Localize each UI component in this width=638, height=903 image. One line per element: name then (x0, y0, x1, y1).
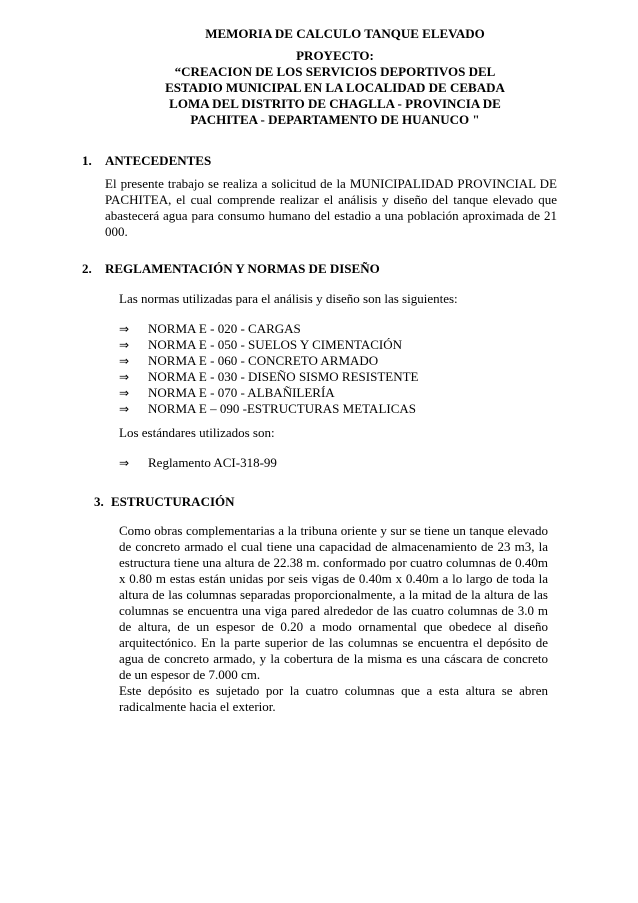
standards-list (119, 455, 277, 471)
standards-intro: Los estándares utilizados son: (119, 425, 275, 440)
project-line: LOMA DEL DISTRITO DE CHAGLLA - PROVINCIA DE (169, 96, 501, 111)
project-block (150, 48, 520, 128)
arrow-icon: ⇒ (119, 386, 130, 400)
document-title: MEMORIA DE CALCULO TANQUE ELEVADO (205, 26, 485, 41)
arrow-icon: ⇒ (119, 322, 130, 336)
section-1-heading (82, 153, 211, 169)
paragraph: El presente trabajo se realiza a solicitud de la MUNICIPALIDAD PROVINCIAL DE PACHITEA, el cual comprende realizar el análisis y diseño del tanque elevado que abastecerá agua para consumo humano del estadio a una población aproximada de 21 000. (105, 176, 557, 239)
list-item: ⇒ NORMA E - 050 - SUELOS Y CIMENTACIÓN (119, 337, 403, 352)
list-item: ⇒ NORMA E - 030 - DISEÑO SISMO RESISTENTE (119, 369, 419, 384)
arrow-icon: ⇒ (119, 354, 130, 368)
list-item: ⇒ NORMA E – 090 -ESTRUCTURAS METALICAS (119, 401, 417, 416)
section-number: 2. (82, 261, 92, 276)
arrow-icon: ⇒ (119, 402, 130, 416)
list-item: ⇒ Reglamento ACI-318-99 (119, 455, 277, 470)
paragraph: Este depósito es sujetado por la cuatro columnas que a esta altura se abren radicalmente hacia el exterior. (119, 683, 548, 714)
section-number: 1. (82, 153, 92, 168)
project-line: ESTADIO MUNICIPAL EN LA LOCALIDAD DE CEBADA (165, 80, 505, 95)
section-3-body (119, 523, 548, 715)
section-title: ANTECEDENTES (105, 153, 212, 168)
norms-intro: Las normas utilizadas para el análisis y diseño son las siguientes: (119, 291, 458, 306)
list-item: ⇒ NORMA E - 060 - CONCRETO ARMADO (119, 353, 379, 368)
section-2-heading (82, 261, 380, 277)
arrow-icon: ⇒ (119, 338, 130, 352)
project-label: PROYECTO: (296, 48, 374, 63)
arrow-icon: ⇒ (119, 456, 130, 470)
section-3-heading (94, 494, 235, 510)
section-1-body (105, 176, 557, 240)
section-title: REGLAMENTACIÓN Y NORMAS DE DISEÑO (105, 261, 380, 276)
project-line: PACHITEA - DEPARTAMENTO DE HUANUCO " (190, 112, 480, 127)
paragraph: Como obras complementarias a la tribuna oriente y sur se tiene un tanque elevado de concreto armado el cual tiene una capacidad de almacenamiento de 23 m3, la estructura tiene una altura de 22.38 m. conformado por cuatro columnas de 0.40m x 0.80 m estas están unidas por seis vigas de 0.40m x 0.40m a lo largo de toda la altura de las columnas separadas proporcionalmente, a la mitad de la altura de las columnas se encuentra una viga pared alrededor de las cuatro columnas de 3.0 m de altura, de un espesor de 0.20 a modo ornamental que obedece al diseño arquitectónico. En la parte superior de las columnas se encuentra el depósito de agua de concreto armado, y la cobertura de la misma es una cáscara de concreto de un espesor de 7.000 cm. (119, 523, 548, 682)
section-number: 3. (94, 494, 104, 509)
list-item: ⇒ NORMA E - 020 - CARGAS (119, 321, 301, 336)
list-item: ⇒ NORMA E - 070 - ALBAÑILERÍA (119, 385, 335, 400)
norms-list (119, 321, 418, 417)
arrow-icon: ⇒ (119, 370, 130, 384)
section-title: ESTRUCTURACIÓN (111, 494, 235, 509)
project-line: “CREACION DE LOS SERVICIOS DEPORTIVOS DEL (174, 64, 496, 79)
